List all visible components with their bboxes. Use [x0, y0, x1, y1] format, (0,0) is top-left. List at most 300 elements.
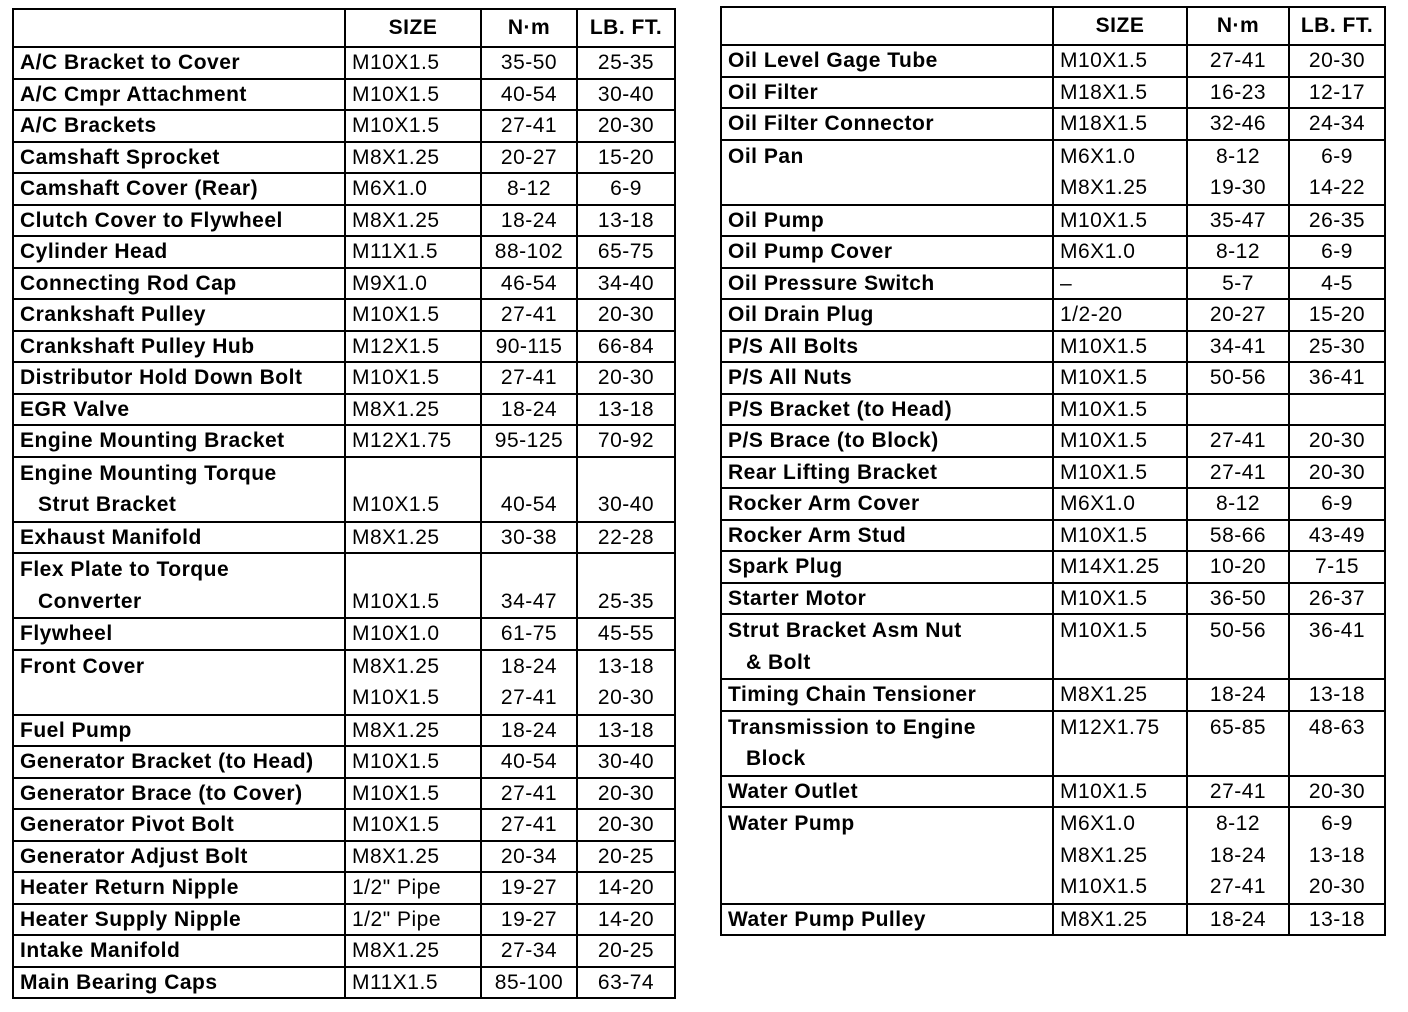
nm-cell — [1187, 614, 1289, 679]
table-row — [721, 268, 1385, 300]
lbft-cell — [1289, 614, 1385, 679]
size-cell — [1053, 807, 1187, 904]
nm-cell: 85-100 — [481, 967, 577, 999]
size-cell: M10X1.5 — [1053, 394, 1187, 426]
lbft-cell-line: 13-18 — [1308, 843, 1366, 867]
nm-cell-line: 19-30 — [1209, 176, 1267, 199]
part-cell: Connecting Rod Cap — [13, 268, 345, 300]
nm-cell-line: 8-12 — [1215, 144, 1261, 168]
lbft-cell: 20-25 — [577, 935, 675, 967]
table-row — [13, 142, 675, 174]
part-cell: P/S All Nuts — [721, 362, 1053, 394]
lbft-cell — [577, 650, 675, 715]
table-row — [13, 872, 675, 904]
size-cell-line: M6X1.0 — [1060, 144, 1136, 168]
lbft-cell: 25-30 — [1289, 331, 1385, 363]
lbft-cell: 20-30 — [577, 110, 675, 142]
lbft-cell: 36-41 — [1289, 362, 1385, 394]
size-cell-line: M10X1.5 — [1060, 875, 1148, 898]
nm-cell: 27-41 — [481, 299, 577, 331]
size-cell: M18X1.5 — [1053, 77, 1187, 109]
size-cell: M10X1.5 — [1053, 520, 1187, 552]
lbft-cell — [1289, 140, 1385, 205]
size-cell-line: M8X1.25 — [1060, 176, 1148, 199]
size-cell: M8X1.25 — [345, 142, 481, 174]
nm-cell-line: 27-41 — [1209, 875, 1267, 898]
size-cell: M10X1.5 — [1053, 583, 1187, 615]
part-cell — [13, 650, 345, 715]
nm-cell: 8-12 — [481, 173, 577, 205]
size-cell-line: M6X1.0 — [1060, 812, 1136, 835]
nm-cell: 18-24 — [1187, 679, 1289, 711]
size-cell: M10X1.5 — [1053, 776, 1187, 808]
table-row — [721, 807, 1385, 904]
lbft-cell: 20-30 — [1289, 457, 1385, 489]
nm-header: N·m — [1187, 7, 1289, 45]
size-cell: M10X1.5 — [345, 47, 481, 79]
table-row — [13, 394, 675, 426]
table-row — [13, 299, 675, 331]
size-cell: M8X1.25 — [1053, 679, 1187, 711]
table-row — [13, 268, 675, 300]
size-cell: M10X1.5 — [1053, 45, 1187, 77]
lbft-cell: 20-30 — [1289, 425, 1385, 457]
size-cell: M10X1.5 — [345, 746, 481, 778]
table-row — [13, 553, 675, 618]
part-cell: Generator Pivot Bolt — [13, 809, 345, 841]
size-cell: M10X1.5 — [345, 809, 481, 841]
part-cell: Heater Supply Nipple — [13, 904, 345, 936]
nm-cell: 50-56 — [1187, 362, 1289, 394]
size-cell: M10X1.5 — [345, 79, 481, 111]
table-row — [13, 935, 675, 967]
part-cell: Crankshaft Pulley Hub — [13, 331, 345, 363]
part-cell: Heater Return Nipple — [13, 872, 345, 904]
table-row — [13, 457, 675, 522]
lbft-cell: 26-37 — [1289, 583, 1385, 615]
table-row — [721, 583, 1385, 615]
size-cell: M8X1.25 — [345, 394, 481, 426]
size-cell: M10X1.5 — [345, 110, 481, 142]
nm-cell: 27-41 — [1187, 45, 1289, 77]
nm-cell — [481, 650, 577, 715]
table-row — [13, 904, 675, 936]
part-cell: Exhaust Manifold — [13, 522, 345, 554]
table-row — [721, 77, 1385, 109]
table-row — [721, 711, 1385, 776]
part-cell: A/C Brackets — [13, 110, 345, 142]
lbft-cell — [577, 553, 675, 618]
lbft-cell: 25-35 — [577, 47, 675, 79]
lbft-cell: 20-30 — [577, 299, 675, 331]
size-cell — [345, 553, 481, 618]
nm-cell: 27-41 — [1187, 776, 1289, 808]
nm-cell: 18-24 — [481, 715, 577, 747]
table-row — [13, 79, 675, 111]
part-cell: Oil Filter Connector — [721, 108, 1053, 140]
part-cell-line: Transmission to Engine — [728, 715, 976, 739]
nm-cell: 18-24 — [1187, 904, 1289, 936]
part-cell: Rocker Arm Stud — [721, 520, 1053, 552]
lbft-cell: 13-18 — [577, 205, 675, 237]
nm-cell: 20-27 — [1187, 299, 1289, 331]
lbft-cell — [1289, 711, 1385, 776]
lbft-cell-line: 14-22 — [1308, 176, 1366, 199]
nm-cell: 27-41 — [481, 809, 577, 841]
size-cell-line: M10X1.5 — [1060, 619, 1148, 642]
part-cell — [721, 807, 1053, 904]
nm-cell-line — [482, 554, 576, 586]
nm-cell: 61-75 — [481, 618, 577, 650]
size-cell: M11X1.5 — [345, 236, 481, 268]
nm-cell: 27-41 — [1187, 425, 1289, 457]
lbft-cell: 14-20 — [577, 904, 675, 936]
table-row — [13, 618, 675, 650]
size-cell: M18X1.5 — [1053, 108, 1187, 140]
size-cell: – — [1053, 268, 1187, 300]
lbft-cell: 14-20 — [577, 872, 675, 904]
part-cell: Camshaft Sprocket — [13, 142, 345, 174]
table-row — [721, 394, 1385, 426]
lbft-cell-line: 6-9 — [1321, 144, 1353, 168]
nm-cell-line: 8-12 — [1215, 812, 1261, 835]
part-cell-line: Strut Bracket — [38, 493, 177, 516]
lbft-cell — [1289, 394, 1385, 426]
table-row — [13, 331, 675, 363]
table-row — [13, 47, 675, 79]
size-cell — [1053, 614, 1187, 679]
header-row — [13, 9, 675, 47]
nm-cell: 30-38 — [481, 522, 577, 554]
size-cell — [1053, 711, 1187, 776]
size-cell: M6X1.0 — [1053, 236, 1187, 268]
size-cell: M10X1.0 — [345, 618, 481, 650]
table-row — [13, 236, 675, 268]
part-cell: Cylinder Head — [13, 236, 345, 268]
part-cell: A/C Cmpr Attachment — [13, 79, 345, 111]
nm-cell: 46-54 — [481, 268, 577, 300]
nm-cell-line: 40-54 — [500, 493, 558, 516]
part-cell: A/C Bracket to Cover — [13, 47, 345, 79]
lbft-cell-line — [1290, 743, 1384, 775]
lbft-cell: 20-30 — [1289, 45, 1385, 77]
nm-cell: 58-66 — [1187, 520, 1289, 552]
lbft-cell-line — [578, 554, 674, 586]
size-cell — [345, 457, 481, 522]
nm-cell: 27-41 — [1187, 457, 1289, 489]
size-cell: M10X1.5 — [1053, 362, 1187, 394]
part-cell: Oil Pressure Switch — [721, 268, 1053, 300]
lbft-cell: 13-18 — [1289, 679, 1385, 711]
size-cell: M10X1.5 — [1053, 331, 1187, 363]
lbft-cell: 20-30 — [577, 778, 675, 810]
lbft-cell-line — [1290, 647, 1384, 679]
part-cell-line: Flex Plate to Torque — [20, 558, 230, 581]
table-row — [13, 809, 675, 841]
nm-cell: 35-47 — [1187, 205, 1289, 237]
table-row — [721, 457, 1385, 489]
part-cell: P/S Brace (to Block) — [721, 425, 1053, 457]
table-row — [721, 904, 1385, 936]
nm-cell: 40-54 — [481, 79, 577, 111]
size-cell: M14X1.25 — [1053, 551, 1187, 583]
lbft-cell: 15-20 — [577, 142, 675, 174]
lbft-cell: 20-30 — [577, 809, 675, 841]
part-cell: Oil Level Gage Tube — [721, 45, 1053, 77]
nm-cell — [481, 457, 577, 522]
lbft-cell: 6-9 — [577, 173, 675, 205]
nm-cell: 90-115 — [481, 331, 577, 363]
nm-cell-line — [482, 458, 576, 490]
table-row — [721, 614, 1385, 679]
table-row — [721, 362, 1385, 394]
part-cell: Water Outlet — [721, 776, 1053, 808]
lbft-cell-line: 20-30 — [1308, 875, 1366, 898]
lbft-cell: 15-20 — [1289, 299, 1385, 331]
table-row — [721, 520, 1385, 552]
lbft-cell: 30-40 — [577, 79, 675, 111]
table-row — [721, 776, 1385, 808]
part-cell: Flywheel — [13, 618, 345, 650]
size-cell-line: M8X1.25 — [1060, 843, 1148, 867]
lbft-cell: 65-75 — [577, 236, 675, 268]
lbft-cell-line: 20-30 — [597, 686, 655, 709]
lbft-cell — [577, 457, 675, 522]
lbft-cell — [1289, 807, 1385, 904]
nm-cell: 88-102 — [481, 236, 577, 268]
lbft-cell: 13-18 — [1289, 904, 1385, 936]
lbft-cell-line: 48-63 — [1308, 715, 1366, 739]
nm-cell-line: 65-85 — [1209, 715, 1267, 739]
lbft-cell-line — [578, 458, 674, 490]
table-row — [721, 205, 1385, 237]
part-cell: Camshaft Cover (Rear) — [13, 173, 345, 205]
size-cell: M8X1.25 — [345, 715, 481, 747]
table-row — [721, 551, 1385, 583]
lbft-header: LB. FT. — [1289, 7, 1385, 45]
lbft-cell: 13-18 — [577, 394, 675, 426]
nm-cell: 35-50 — [481, 47, 577, 79]
size-header: SIZE — [345, 9, 481, 47]
table-row — [13, 522, 675, 554]
torque-table-left — [12, 8, 676, 999]
nm-cell: 40-54 — [481, 746, 577, 778]
part-header — [721, 7, 1053, 45]
part-cell: Clutch Cover to Flywheel — [13, 205, 345, 237]
part-cell: Engine Mounting Bracket — [13, 425, 345, 457]
nm-cell: 18-24 — [481, 394, 577, 426]
size-cell-line — [346, 554, 480, 586]
nm-cell: 27-41 — [481, 110, 577, 142]
part-cell: Fuel Pump — [13, 715, 345, 747]
size-cell-line — [1054, 647, 1186, 679]
table-row — [721, 331, 1385, 363]
size-cell: M10X1.5 — [1053, 425, 1187, 457]
part-cell — [13, 457, 345, 522]
lbft-cell: 13-18 — [577, 715, 675, 747]
size-cell: M8X1.25 — [345, 522, 481, 554]
lbft-cell: 43-49 — [1289, 520, 1385, 552]
part-cell: Water Pump Pulley — [721, 904, 1053, 936]
size-cell: M10X1.5 — [1053, 205, 1187, 237]
table-row — [13, 778, 675, 810]
nm-cell-line: 27-41 — [500, 686, 558, 709]
nm-cell-line — [1188, 647, 1288, 679]
table-row — [13, 110, 675, 142]
table-row — [721, 299, 1385, 331]
lbft-cell: 20-25 — [577, 841, 675, 873]
size-cell: M9X1.0 — [345, 268, 481, 300]
size-cell: M8X1.25 — [345, 841, 481, 873]
part-cell — [721, 140, 1053, 205]
nm-cell: 18-24 — [481, 205, 577, 237]
table-row — [13, 650, 675, 715]
size-cell: M8X1.25 — [1053, 904, 1187, 936]
nm-cell: 27-41 — [481, 362, 577, 394]
part-cell: Generator Brace (to Cover) — [13, 778, 345, 810]
size-cell-line: M10X1.5 — [352, 589, 440, 613]
part-cell: Oil Filter — [721, 77, 1053, 109]
table-row — [13, 841, 675, 873]
size-cell: M10X1.5 — [1053, 457, 1187, 489]
size-cell: M8X1.25 — [345, 935, 481, 967]
lbft-cell-line: 25-35 — [597, 589, 655, 613]
part-cell: Timing Chain Tensioner — [721, 679, 1053, 711]
size-cell: M10X1.5 — [345, 299, 481, 331]
part-cell — [721, 711, 1053, 776]
part-cell-line: & Bolt — [746, 650, 811, 674]
table-row — [721, 679, 1385, 711]
part-cell: Spark Plug — [721, 551, 1053, 583]
left-table-body — [13, 47, 675, 998]
size-cell-line — [346, 458, 480, 490]
part-cell: P/S Bracket (to Head) — [721, 394, 1053, 426]
part-cell-line — [722, 840, 1052, 872]
table-row — [13, 173, 675, 205]
part-cell: P/S All Bolts — [721, 331, 1053, 363]
lbft-header: LB. FT. — [577, 9, 675, 47]
nm-cell — [1187, 140, 1289, 205]
table-row — [13, 425, 675, 457]
nm-cell: 32-46 — [1187, 108, 1289, 140]
part-cell-line: Strut Bracket Asm Nut — [728, 619, 962, 642]
size-cell — [345, 650, 481, 715]
size-cell: M8X1.25 — [345, 205, 481, 237]
size-cell: 1/2" Pipe — [345, 904, 481, 936]
part-cell-line — [722, 871, 1052, 903]
size-cell: M10X1.5 — [345, 778, 481, 810]
header-row — [721, 7, 1385, 45]
lbft-cell: 4-5 — [1289, 268, 1385, 300]
table-row — [721, 425, 1385, 457]
size-cell: M11X1.5 — [345, 967, 481, 999]
part-cell — [13, 553, 345, 618]
size-cell-line: M10X1.5 — [352, 493, 440, 516]
size-cell: 1/2-20 — [1053, 299, 1187, 331]
part-cell: Distributor Hold Down Bolt — [13, 362, 345, 394]
size-cell-line: M12X1.75 — [1060, 715, 1160, 739]
table-row — [721, 140, 1385, 205]
nm-cell: 34-41 — [1187, 331, 1289, 363]
part-cell-line: Block — [746, 747, 806, 770]
part-cell: Intake Manifold — [13, 935, 345, 967]
lbft-cell: 45-55 — [577, 618, 675, 650]
nm-cell: 8-12 — [1187, 488, 1289, 520]
table-row — [721, 488, 1385, 520]
size-cell: M12X1.75 — [345, 425, 481, 457]
table-row — [721, 236, 1385, 268]
part-cell — [721, 614, 1053, 679]
table-row — [13, 967, 675, 999]
right-table-body — [721, 45, 1385, 935]
lbft-cell: 34-40 — [577, 268, 675, 300]
lbft-cell: 26-35 — [1289, 205, 1385, 237]
part-cell-line — [722, 172, 1052, 204]
size-cell-line: M10X1.5 — [352, 686, 440, 709]
nm-cell — [1187, 807, 1289, 904]
lbft-cell: 24-34 — [1289, 108, 1385, 140]
part-cell-line: Water Pump — [728, 812, 855, 835]
nm-cell: 5-7 — [1187, 268, 1289, 300]
nm-cell: 36-50 — [1187, 583, 1289, 615]
part-cell: Rear Lifting Bracket — [721, 457, 1053, 489]
part-cell-line: Front Cover — [20, 654, 145, 678]
size-cell-line — [1054, 743, 1186, 775]
lbft-cell: 20-30 — [577, 362, 675, 394]
nm-cell-line: 34-47 — [500, 589, 558, 613]
nm-cell: 19-27 — [481, 872, 577, 904]
part-cell: Main Bearing Caps — [13, 967, 345, 999]
lbft-cell-line: 36-41 — [1308, 619, 1366, 642]
lbft-cell: 70-92 — [577, 425, 675, 457]
lbft-cell: 7-15 — [1289, 551, 1385, 583]
nm-cell: 95-125 — [481, 425, 577, 457]
nm-cell-line: 18-24 — [1209, 843, 1267, 867]
size-cell: 1/2" Pipe — [345, 872, 481, 904]
lbft-cell: 22-28 — [577, 522, 675, 554]
table-row — [13, 362, 675, 394]
size-cell: M6X1.0 — [345, 173, 481, 205]
nm-cell-line — [1188, 743, 1288, 775]
lbft-cell: 30-40 — [577, 746, 675, 778]
nm-cell: 20-34 — [481, 841, 577, 873]
size-cell: M12X1.5 — [345, 331, 481, 363]
nm-header: N·m — [481, 9, 577, 47]
lbft-cell-line: 13-18 — [597, 654, 655, 678]
nm-cell: 27-34 — [481, 935, 577, 967]
nm-cell: 10-20 — [1187, 551, 1289, 583]
lbft-cell: 6-9 — [1289, 236, 1385, 268]
part-cell: Oil Pump — [721, 205, 1053, 237]
part-cell: EGR Valve — [13, 394, 345, 426]
nm-cell: 19-27 — [481, 904, 577, 936]
nm-cell-line: 50-56 — [1209, 619, 1267, 642]
part-cell: Rocker Arm Cover — [721, 488, 1053, 520]
part-cell: Generator Adjust Bolt — [13, 841, 345, 873]
table-row — [721, 108, 1385, 140]
part-cell: Generator Bracket (to Head) — [13, 746, 345, 778]
torque-table-right — [720, 6, 1386, 936]
part-cell: Crankshaft Pulley — [13, 299, 345, 331]
part-cell-line: Engine Mounting Torque — [20, 461, 277, 485]
nm-cell: 16-23 — [1187, 77, 1289, 109]
part-cell-line: Converter — [38, 589, 142, 613]
nm-cell: 8-12 — [1187, 236, 1289, 268]
size-cell-line: M8X1.25 — [352, 654, 440, 678]
lbft-cell: 12-17 — [1289, 77, 1385, 109]
part-cell-line: Oil Pan — [728, 144, 804, 168]
nm-cell: 27-41 — [481, 778, 577, 810]
